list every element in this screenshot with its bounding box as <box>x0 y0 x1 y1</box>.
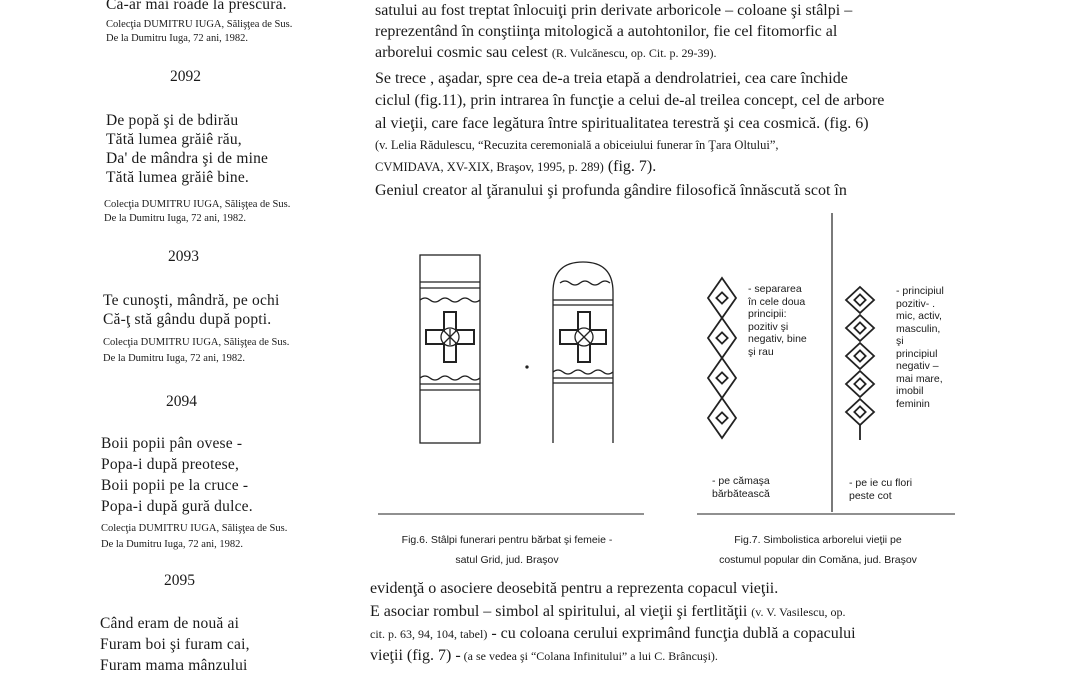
article-line: satului au fost treptat înlocuiţi prin derivate arboricole – coloane şi stâlpi – <box>375 2 853 19</box>
poem-number: 2094 <box>166 393 197 410</box>
poem-source: De la Dumitru Iuga, 72 ani, 1982. <box>101 539 244 550</box>
poem-line: Tătă lumea grăiê rău, <box>106 131 242 148</box>
poem-line: Tătă lumea grăiê bine. <box>106 169 249 186</box>
female-blouse-diamond-chain-illustration <box>846 287 874 440</box>
poem-line: Furam mama mânzului <box>100 657 248 674</box>
poem-source: De la Dumitru Iuga, 72 ani, 1982. <box>106 33 249 44</box>
article-line: vieţii (fig. 7) - (a se vedea şi “Colana Infinitului” a lui C. Brâncuşi). <box>370 647 718 664</box>
article-line: al vieţii, care face legătura între spiritualitatea terestră şi cea cosmică. (fig. 6) <box>375 115 869 132</box>
poem-line: Boii popii pe la cruce - <box>101 477 249 494</box>
fig6-caption: Fig.6. Stâlpi funerari pentru bărbat şi femeie - satul Grid, jud. Braşov <box>401 534 613 566</box>
article-line: Geniul creator al ţăranului şi profunda gândire filosofică înnăscută scot în <box>375 182 847 199</box>
shirt-label: - pe cămaşa bărbătească <box>712 475 770 500</box>
male-shirt-diamond-chain-illustration <box>708 278 736 438</box>
poem-source: Colecţia DUMITRU IUGA, Sălişţea de Sus. <box>104 199 291 210</box>
blouse-label: - pe ie cu flori peste cot <box>849 477 913 502</box>
poem-source: Colecţia DUMITRU IUGA, Sălişţea de Sus. <box>106 19 293 30</box>
fig7-caption: Fig.7. Simbolistica arborelui vieţii pe costumul popular din Comăna, jud. Braşov <box>719 534 917 566</box>
female-funeral-pillar-illustration <box>553 262 613 443</box>
article-line: reprezentând în conştiinţa mitologică a autohtonilor, fie cel fitomorfic al <box>375 23 838 40</box>
diamond-chain-right-label: - principiul pozitiv- . mic, activ, masculin, şi principiul negativ – mai mare, imobil feminin <box>896 285 944 410</box>
article-line: E asociar rombul – simbol al spiritului, al vieţii şi fertlităţii (v. V. Vasilescu, op. <box>370 603 846 620</box>
poem-number: 2092 <box>170 68 201 85</box>
poem-line: Da' de mândra şi de mine <box>106 150 269 167</box>
article-line: CVMIDAVA, XV-XIX, Braşov, 1995, p. 289) (fig. 7). <box>375 158 657 175</box>
male-funeral-pillar-illustration <box>420 255 480 443</box>
poem-line: Când eram de nouă ai <box>100 615 240 632</box>
poem-line: De popă şi de bdirău <box>106 112 239 129</box>
poem-source: Colecţia DUMITRU IUGA, Sălişţea de Sus. <box>103 337 290 348</box>
poem-line: Popa-i după preotese, <box>101 456 240 473</box>
poem-line: Popa-i după gură dulce. <box>101 498 253 515</box>
poem-line: Boii popii pân ovese - <box>101 435 243 452</box>
poem-source: De la Dumitru Iuga, 72 ani, 1982. <box>103 353 246 364</box>
poem-source: De la Dumitru Iuga, 72 ani, 1982. <box>104 213 247 224</box>
poem-number: 2093 <box>168 248 199 265</box>
article-line: Se trece , aşadar, spre cea de-a treia etapă a dendrolatriei, cea care închide <box>375 70 848 87</box>
article-line: evidenţă o asociere deosebită pentru a reprezenta copacul vieţii. <box>370 580 779 597</box>
poem-number: 2095 <box>164 572 195 589</box>
poem-line: Te cunoşti, mândră, pe ochi <box>103 292 280 309</box>
poem-source: Colecţia DUMITRU IUGA, Sălişţea de Sus. <box>101 523 288 534</box>
citation: (R. Vulcănescu, op. Cit. p. 29-39). <box>551 46 717 60</box>
citation: (v. Lelia Rădulescu, “Recuzita ceremonială a obiceiului funerar în Ţara Oltului”, <box>375 138 779 152</box>
article-line: arborelui cosmic sau celest (R. Vulcănescu, op. Cit. p. 29-39). <box>375 44 717 61</box>
article-line: ciclul (fig.11), prin intrarea în funcţie a celui de-al treilea concept, cel de arbore <box>375 92 885 109</box>
poem-line: Că-ar mai roade la prescură. <box>106 0 287 13</box>
article-line: cit. p. 63, 94, 104, tabel) - cu coloana cerului exprimând funcţia dublă a copacului <box>370 625 856 642</box>
poem-line: Că-ţ stă gându după popti. <box>103 311 272 328</box>
poem-line: Furam boi şi furam cai, <box>100 636 250 653</box>
diamond-chain-left-label: - separarea în cele doua principii: pozitiv şi negativ, bine şi rau <box>748 283 807 358</box>
